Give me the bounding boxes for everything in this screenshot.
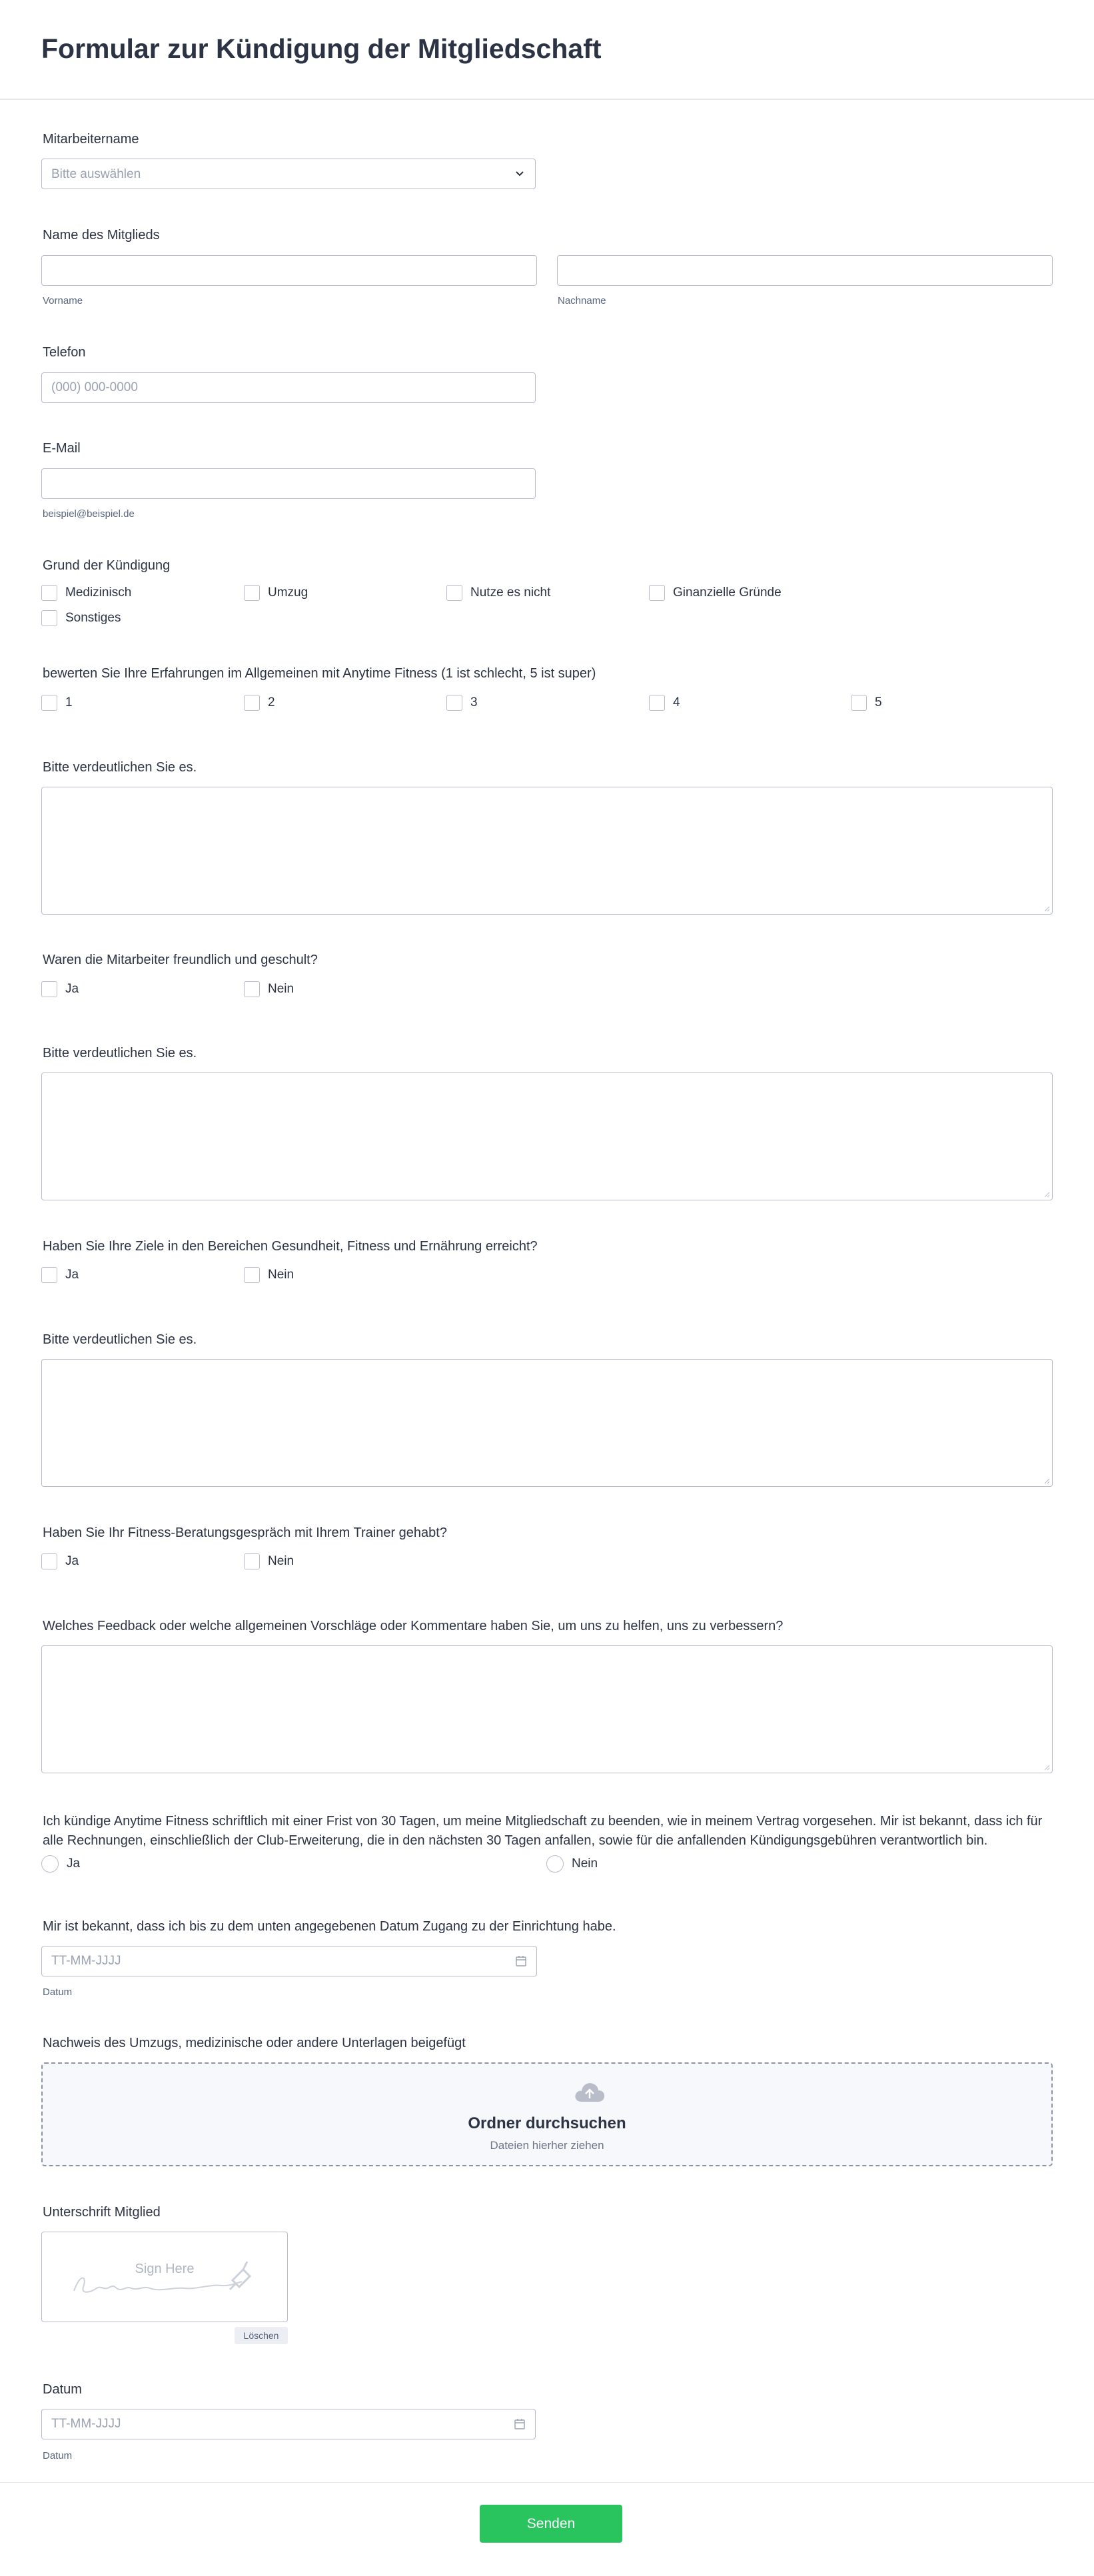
- employee-label: Mitarbeitername: [43, 132, 139, 147]
- reason-label: Grund der Kündigung: [43, 558, 171, 573]
- staff-label: Waren die Mitarbeiter freundlich und geschult?: [43, 953, 318, 967]
- signature-clear-button[interactable]: Löschen: [235, 2327, 288, 2344]
- member-name-label: Name des Mitglieds: [43, 228, 160, 242]
- first-name-sublabel: Vorname: [43, 295, 83, 306]
- footer-divider: [0, 2482, 1094, 2483]
- email-sublabel: beispiel@beispiel.de: [43, 508, 135, 520]
- signature-label: Unterschrift Mitglied: [43, 2205, 161, 2220]
- last-name-field[interactable]: [557, 255, 1053, 286]
- explain-1-textarea[interactable]: [41, 787, 1053, 915]
- rating-label: bewerten Sie Ihre Erfahrungen im Allgemeinen mit Anytime Fitness (1 ist schlecht, 5 ist super): [43, 666, 596, 681]
- explain-1-label: Bitte verdeutlichen Sie es.: [43, 760, 197, 775]
- date-label: Datum: [43, 2382, 82, 2397]
- explain-3-label: Bitte verdeutlichen Sie es.: [43, 1332, 197, 1347]
- feedback-label: Welches Feedback oder welche allgemeinen Vorschläge oder Kommentare haben Sie, um uns zu helfen, uns zu verbessern?: [43, 1619, 784, 1633]
- calendar-icon[interactable]: [515, 1955, 527, 1967]
- resize-grip-icon[interactable]: [1043, 1764, 1050, 1771]
- cloud-upload-icon: [574, 2079, 606, 2104]
- employee-select-value: Bitte auswählen: [51, 167, 141, 181]
- notice-option-no[interactable]: Nein: [546, 1855, 598, 1873]
- email-label: E-Mail: [43, 441, 81, 456]
- signature-hint: Sign Here: [135, 2262, 195, 2276]
- upload-label: Nachweis des Umzugs, medizinische oder andere Unterlagen beigefügt: [43, 2036, 466, 2050]
- staff-option-no[interactable]: Nein: [244, 980, 294, 999]
- consult-label: Haben Sie Ihr Fitness-Beratungsgespräch mit Ihrem Trainer gehabt?: [43, 1525, 447, 1540]
- drag-files-text: Dateien hierher ziehen: [490, 2139, 604, 2152]
- access-date-label: Mir ist bekannt, dass ich bis zu dem unten angegebenen Datum Zugang zu der Einrichtung habe.: [43, 1919, 616, 1934]
- phone-input[interactable]: [42, 373, 535, 402]
- phone-label: Telefon: [43, 345, 86, 360]
- explain-2-label: Bitte verdeutlichen Sie es.: [43, 1046, 197, 1061]
- feedback-textarea[interactable]: [41, 1645, 1053, 1773]
- access-date-input[interactable]: [42, 1946, 536, 1976]
- submit-button[interactable]: Senden: [480, 2505, 622, 2543]
- consult-option-no[interactable]: Nein: [244, 1552, 294, 1571]
- date-sublabel: Datum: [43, 2450, 73, 2461]
- signature-pad[interactable]: [41, 2232, 288, 2322]
- date-field[interactable]: [41, 2409, 536, 2439]
- resize-grip-icon[interactable]: [1043, 905, 1050, 912]
- reason-option-other[interactable]: Sonstiges: [41, 609, 121, 628]
- phone-field[interactable]: [41, 372, 536, 403]
- browse-folders-text[interactable]: Ordner durchsuchen: [468, 2114, 626, 2132]
- notice-label: Ich kündige Anytime Fitness schriftlich mit einer Frist von 30 Tagen, um meine Mitgliedschaft zu beenden, wie in meinem Vertrag vorgesehen. Mir ist bekannt, dass ich für alle Rechnungen, einschließlich der Club-Erweiterung, die in den nächsten 30 Tagen anfallen, sowie für die anfallenden Kündigungsgebühren verantwortlich bin.: [43, 1814, 1043, 1848]
- consult-option-yes[interactable]: Ja: [41, 1552, 79, 1571]
- reason-option-not-using[interactable]: Nutze es nicht: [446, 584, 550, 602]
- staff-option-yes[interactable]: Ja: [41, 980, 79, 999]
- goals-option-yes[interactable]: Ja: [41, 1266, 79, 1284]
- reason-option-medical[interactable]: Medizinisch: [41, 584, 131, 602]
- signature-placeholder-icon: [42, 2232, 287, 2322]
- notice-option-yes[interactable]: Ja: [41, 1855, 80, 1873]
- email-field[interactable]: [41, 468, 536, 499]
- calendar-icon[interactable]: [514, 2418, 526, 2430]
- last-name-sublabel: Nachname: [558, 295, 606, 306]
- access-date-field[interactable]: [41, 1946, 537, 1976]
- chevron-down-icon: [514, 168, 526, 180]
- first-name-field[interactable]: [41, 255, 537, 286]
- goals-label: Haben Sie Ihre Ziele in den Bereichen Gesundheit, Fitness und Ernährung erreicht?: [43, 1239, 538, 1254]
- rating-option-5[interactable]: 5: [851, 693, 882, 712]
- access-date-sublabel: Datum: [43, 1986, 73, 1998]
- goals-option-no[interactable]: Nein: [244, 1266, 294, 1284]
- rating-option-4[interactable]: 4: [649, 693, 680, 712]
- rating-option-2[interactable]: 2: [244, 693, 275, 712]
- rating-option-1[interactable]: 1: [41, 693, 73, 712]
- explain-2-textarea[interactable]: [41, 1073, 1053, 1200]
- employee-select[interactable]: [41, 159, 536, 189]
- reason-option-financial[interactable]: Ginanzielle Gründe: [649, 584, 782, 602]
- form-header: [0, 0, 1094, 100]
- explain-3-textarea[interactable]: [41, 1359, 1053, 1487]
- reason-option-move[interactable]: Umzug: [244, 584, 308, 602]
- resize-grip-icon[interactable]: [1043, 1478, 1050, 1484]
- date-input[interactable]: [42, 2409, 535, 2439]
- resize-grip-icon[interactable]: [1043, 1191, 1050, 1198]
- file-upload-dropzone[interactable]: [41, 2062, 1053, 2166]
- page-title: Formular zur Kündigung der Mitgliedschaft: [41, 33, 602, 64]
- rating-option-3[interactable]: 3: [446, 693, 478, 712]
